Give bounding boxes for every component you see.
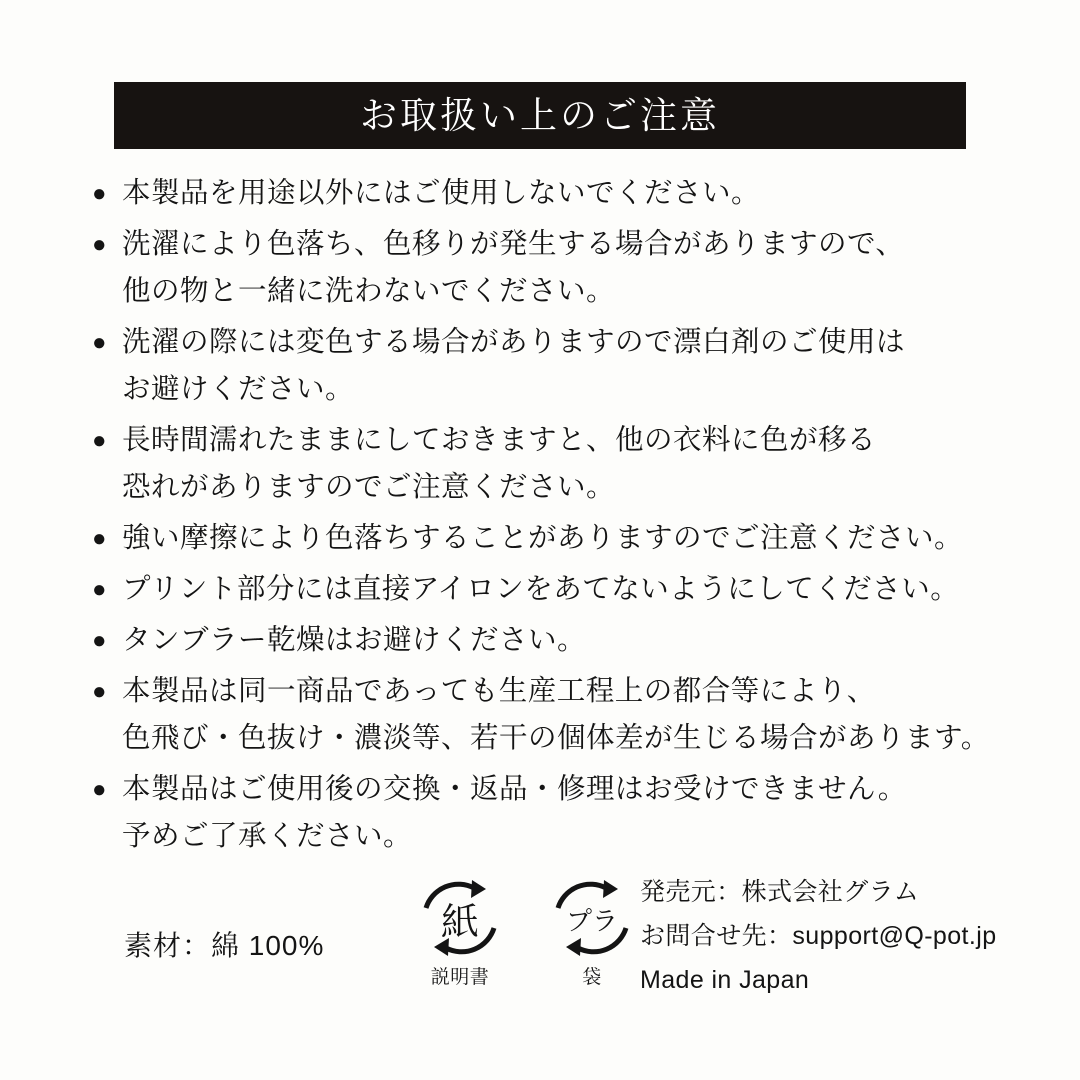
note-line: [92, 319, 1022, 366]
note-line: [92, 766, 1022, 813]
page-title-bar: [114, 82, 966, 149]
paper-recycle-mark: [412, 878, 508, 989]
list-item: [92, 668, 1022, 762]
page-title: お取扱い上のご注意: [360, 95, 720, 136]
list-item: [92, 319, 1022, 413]
note-line: [92, 268, 1022, 315]
contact-block: [640, 870, 997, 1002]
note-line: [92, 366, 1022, 413]
plastic-recycle-icon: [544, 878, 640, 958]
list-item: [92, 515, 1022, 562]
note-text: プリント部分には直接アイロンをあてないようにしてください。: [122, 573, 960, 605]
bullet-icon: ●: [92, 525, 107, 552]
note-line: [92, 813, 1022, 860]
bullet-icon: ●: [92, 776, 107, 803]
note-line: [92, 715, 1022, 762]
note-text: 本製品はご使用後の交換・返品・修理はお受けできません。: [122, 773, 907, 805]
bullet-icon: ●: [92, 576, 107, 603]
note-text: 洗濯の際には変色する場合がありますので漂白剤のご使用は: [122, 326, 906, 358]
bullet-icon: ●: [92, 180, 107, 207]
note-line: [92, 170, 1022, 217]
inquiry-text: お問合せ先：support@Q-pot.jp: [640, 922, 997, 950]
note-text: 本製品は同一商品であっても生産工程上の都合等により、: [122, 675, 876, 707]
list-item: [92, 170, 1022, 217]
footer: [0, 862, 1080, 1042]
note-line: [92, 464, 1022, 511]
origin-text: Made in Japan: [640, 966, 810, 994]
note-text: 色飛び・色抜け・濃淡等、若干の個体差が生じる場合があります。: [122, 722, 990, 754]
recycle-marks-group: [412, 878, 640, 989]
note-line: [92, 417, 1022, 464]
note-text: タンブラー乾燥はお避けください。: [122, 624, 587, 656]
list-item: [92, 417, 1022, 511]
plastic-mark-label: 袋: [582, 967, 602, 988]
note-line: [92, 668, 1022, 715]
paper-mark-label: 説明書: [430, 967, 490, 988]
note-text: 強い摩擦により色落ちすることがありますのでご注意ください。: [122, 522, 964, 554]
paper-recycle-icon: [412, 878, 508, 958]
note-line: [92, 515, 1022, 562]
list-item: [92, 221, 1022, 315]
note-line: [92, 617, 1022, 664]
note-line: [92, 221, 1022, 268]
bullet-icon: ●: [92, 231, 107, 258]
list-item: [92, 617, 1022, 664]
note-text: 本製品を用途以外にはご使用しないでください。: [122, 177, 761, 209]
list-item: [92, 766, 1022, 860]
plastic-recycle-mark: [544, 878, 640, 989]
material-text: 素材：綿 100%: [124, 930, 325, 961]
bullet-icon: ●: [92, 678, 107, 705]
note-line: [92, 566, 1022, 613]
svg-text:紙: 紙: [440, 902, 480, 944]
bullet-icon: ●: [92, 329, 107, 356]
note-text: 長時間濡れたままにしておきますと、他の衣料に色が移る: [122, 424, 877, 456]
note-text: 予めご了承ください。: [122, 820, 413, 852]
svg-text:プラ: プラ: [565, 906, 619, 936]
distributor-text: 発売元：株式会社グラム: [640, 878, 920, 906]
care-notes-list: [92, 170, 1022, 864]
note-text: お避けください。: [122, 373, 355, 405]
note-text: 洗濯により色落ち、色移りが発生する場合がありますので、: [122, 228, 905, 260]
note-text: 他の物と一緒に洗わないでください。: [122, 275, 616, 307]
bullet-icon: ●: [92, 627, 107, 654]
note-text: 恐れがありますのでご注意ください。: [122, 471, 616, 503]
list-item: [92, 566, 1022, 613]
bullet-icon: ●: [92, 427, 107, 454]
